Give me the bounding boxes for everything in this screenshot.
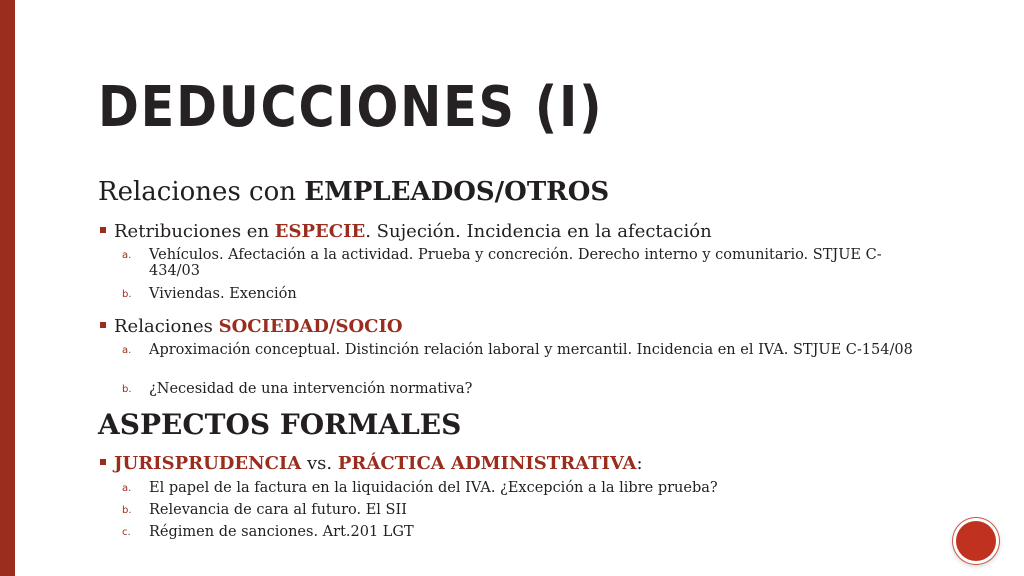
bullet-highlight-2: PRÁCTICA ADMINISTRATIVA: [337, 453, 637, 474]
list-letter: b.: [122, 384, 132, 395]
bullet-text-post: . Sujeción. Incidencia en la afectación: [365, 221, 712, 242]
list-text: El papel de la factura en la liquidación del IVA. ¿Excepción a la libre prueba?: [149, 480, 718, 496]
bullet-jurisprudencia: [100, 452, 643, 476]
square-bullet-icon: [100, 227, 106, 233]
heading-bold: EMPLEADOS/OTROS: [304, 177, 610, 207]
heading-prefix: Relaciones con: [98, 177, 305, 207]
list-letter: a.: [122, 345, 132, 356]
list-letter: a.: [122, 250, 132, 261]
list-text: Aproximación conceptual. Distinción relación laboral y mercantil. Incidencia en el IVA. STJUE C-154/08: [149, 342, 913, 358]
bullet-highlight: ESPECIE: [274, 221, 366, 242]
list-item: [122, 247, 922, 279]
list-item: [122, 524, 922, 540]
slide-title: DEDUCCIONES (I): [98, 75, 604, 140]
list-letter: a.: [122, 483, 132, 494]
bullet-text: Retribuciones en: [114, 221, 275, 242]
bullet-text-post: :: [636, 453, 643, 474]
bullet-highlight: SOCIEDAD/SOCIO: [218, 316, 403, 337]
slide-number-circle: [956, 521, 996, 561]
accent-bar: [0, 0, 15, 576]
list-text: Viviendas. Exención: [149, 286, 297, 302]
bullet-especie: [100, 220, 712, 244]
square-bullet-icon: [100, 459, 106, 465]
list-item: [122, 342, 922, 358]
list-item: [122, 502, 922, 518]
list-letter: c.: [122, 527, 131, 538]
list-letter: b.: [122, 505, 132, 516]
section-heading-formales: ASPECTOS FORMALES: [98, 408, 462, 441]
square-bullet-icon: [100, 322, 106, 328]
bullet-text: Relaciones: [114, 316, 219, 337]
section-heading-empleados: [98, 176, 609, 208]
list-text: Vehículos. Afectación a la actividad. Prueba y concreción. Derecho interno y comunitario. STJUE C-434/03: [149, 247, 882, 279]
list-item: [122, 480, 922, 496]
list-text: Régimen de sanciones. Art.201 LGT: [149, 524, 414, 540]
list-text: Relevancia de cara al futuro. El SII: [149, 502, 407, 518]
list-letter: b.: [122, 289, 132, 300]
list-item: [122, 381, 922, 397]
list-item: [122, 286, 922, 302]
bullet-sociedad: [100, 315, 403, 339]
bullet-highlight: JURISPRUDENCIA: [114, 453, 302, 474]
bullet-text: vs.: [301, 453, 338, 474]
list-text: ¿Necesidad de una intervención normativa?: [149, 381, 473, 397]
